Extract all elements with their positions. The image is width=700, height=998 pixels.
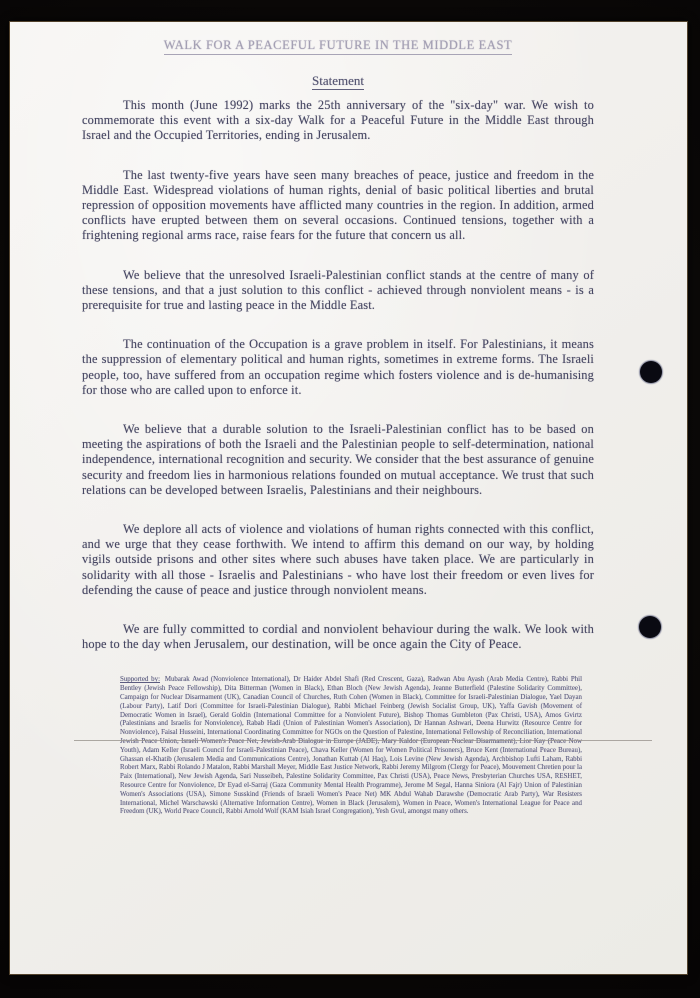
paragraph-5: We believe that a durable solution to the Israeli-Palestinian conflict has to be based on meeting the aspirations of both the Israeli and the Palestinian people to self-determination, national independence, international recognition and security. We consider that the best assurance of genuine security and freedom lies in harmonious relations founded on mutual acceptance. We trust that such relations can be developed between Israelis, Palestinians and their neighbours. [82, 422, 594, 497]
document-title [82, 38, 594, 53]
hole-punch-mark-bottom [639, 616, 661, 638]
document-page [10, 22, 687, 974]
statement-heading [82, 73, 594, 89]
supporters-section [120, 676, 582, 817]
document-title-text: WALK FOR A PEACEFUL FUTURE IN THE MIDDLE EAST [164, 38, 513, 55]
hole-punch-mark-top [640, 361, 662, 383]
paragraph-1: This month (June 1992) marks the 25th anniversary of the "six-day" war. We wish to commemorate this event with a six-day Walk for a Peaceful Future in the Middle East through Israel and the Occupied Territories, ending in Jerusalem. [82, 98, 594, 143]
paragraph-6: We deplore all acts of violence and violations of human rights connected with this conflict, and we urge that they cease forthwith. We intend to affirm this demand on our way, by holding vigils outside prisons and other sites where such abuses have taken place. We are particularly in solidarity with all those - Israelis and Palestinians - who have lost their freedom or even lives for defending the cause of peace and justice through nonviolent means. [82, 522, 594, 597]
supporters-text: Mubarak Awad (Nonviolence International), Dr Haider Abdel Shafi (Red Crescent, Gaza), Radwan Abu Ayash (Arab Media Centre), Rabbi Phil Bentley (Jewish Peace Fellowship), Dita Bitterman (Women in Black), Ethan Bloch (New Jewish Agenda), Jeanne Butterfield (Palestine Solidarity Committee), Campaign for Nuclear Disarmament (UK), Canadian Council of Churches, Ruth Cohen (Women in Black), Committee for Israeli-Palestinian Dialogue, Yael Dayan (Labour Party), Latif Dori (Committee for Israeli-Palestinian Dialogue), Rabbi Michael Feinberg (Jewish Socialist Group, UK), Yaffa Gavish (Movement of Democratic Women in Israel), Gerald Goldin (International Committee for a Nonviolent Future), Bishop Thomas Gumbleton (Pax Christi, USA), Amos Gvirtz (Palestinians and Israelis for Nonviolence), Rabab Hadi (Union of Palestinian Women's Association), Dr Hannan Ashwari, Deena Hurwitz (Resource Centre for Nonviolence), Faisal Husseini, International Coordinating Committee for NGOs on the Question of Palestine, International Fellowship of Reconciliation, International Jewish Peace Union, Israeli Women's Peace Net, Jewish-Arab Dialogue in Europe (JADE), Mary Kaldor (European Nuclear Disarmament), Lior Kay (Peace Now Youth), Adam Keller (Israeli Council for Israeli-Palestinian Peace), Chava Keller (Women for Women Political Prisoners), Bruce Kent (International Peace Bureau), Ghassan el-Khatib (Jerusalem Media and Communications Centre), Jonathan Kuttab (Al Haq), Lois Levine (New Jewish Agenda), Archbishop Lufti Laham, Rabbi Robert Marx, Rabbi Rolando J Matalon, Rabbi Marshall Meyer, Middle East Justice Network, Rabbi Jeremy Milgrom (Clergy for Peace), Mouvement Chretien pour la Paix (International), New Jewish Agenda, Sari Nusseibeh, Palestine Solidarity Committee, Pax Christi (USA), Peace News, Presbyterian Churches USA, RESHET, Resource Centre for Nonviolence, Dr Eyad el-Sarraj (Gaza Community Mental Health Programme), Jerome M Segal, Hanna Siniora (Al Fajr) Union of Palestinian Women's Associations (USA), Simone Susskind (Friends of Israeli Women's Peace Net) MK Abdul Wahab Darawshe (Democratic Arab Party), War Resisters International, Michel Warschawski (Alternative Information Centre), Women in Black (Jerusalem), Women in Peace, Women's International League for Peace and Freedom (UK), World Peace Council, Rabbi Arnold Wolf (KAM Isiah Israel Congregation), Yesh Gvul, amongst many others. [120, 676, 582, 816]
paragraph-7: We are fully committed to cordial and nonviolent behaviour during the walk. We look with hope to the day when Jerusalem, our destination, will be once again the City of Peace. [82, 622, 594, 652]
document-content [10, 22, 687, 817]
supported-by-label: Supported by: [120, 676, 160, 684]
paragraph-4: The continuation of the Occupation is a grave problem in itself. For Palestinians, it means the suppression of elementary political and human rights, sometimes in extreme forms. The Israeli people, too, have suffered from an occupation regime which fosters violence and is de-humanising for those who are called upon to enforce it. [82, 337, 594, 397]
paragraph-2: The last twenty-five years have seen many breaches of peace, justice and freedom in the Middle East. Widespread violations of human rights, denial of basic political liberties and brutal repression of opposition movements have afflicted many countries in the region. In addition, armed conflicts have erupted between them on several occasions. Continued tensions, together with a frightening regional arms race, raise fears for the future that concern us all. [82, 167, 594, 243]
separator-line [74, 740, 652, 741]
paragraph-3: We believe that the unresolved Israeli-Palestinian conflict stands at the centre of many of these tensions, and that a just solution to this conflict - achieved through nonviolent means - is a prerequisite for true and lasting peace in the Middle East. [82, 267, 594, 313]
statement-heading-text: Statement [312, 73, 364, 88]
